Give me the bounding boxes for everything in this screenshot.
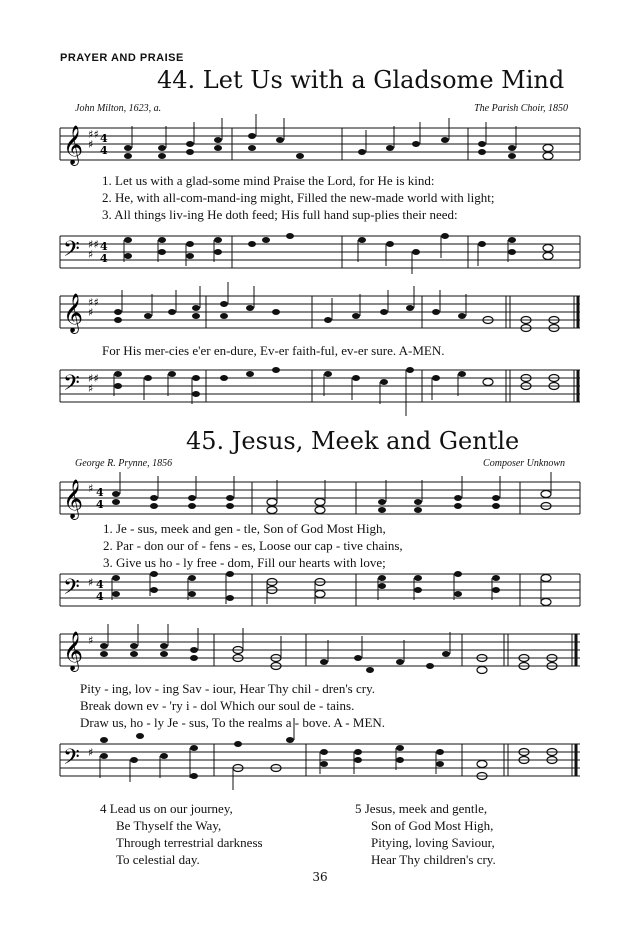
- svg-text:𝄞: 𝄞: [63, 293, 84, 333]
- svg-text:♯: ♯: [88, 138, 94, 151]
- svg-text:♯: ♯: [88, 482, 94, 495]
- svg-text:𝄢: 𝄢: [63, 237, 80, 267]
- svg-text:♯♯: ♯♯: [88, 372, 99, 385]
- svg-text:𝄞: 𝄞: [63, 631, 84, 671]
- hymn-45-line2-verse-1: Pity - ing, lov - ing Sav - iour, Hear Thy chil - dren's cry.: [80, 681, 375, 696]
- hymn-45-line2-verse-2: Break down ev - 'ry i - dol Which our soul de - tains.: [80, 698, 355, 713]
- svg-text:4: 4: [96, 578, 104, 591]
- svg-text:4: 4: [100, 144, 108, 157]
- svg-text:♯: ♯: [88, 306, 94, 319]
- stanza-4: [100, 800, 263, 868]
- hymn-44-refrain: For His mer-cies e'er en-dure, Ev-er faith-ful, ev-er sure. A-MEN.: [102, 343, 445, 358]
- hymn-44-verse-1: 1. Let us with a glad-some mind Praise the Lord, for He is kind:: [102, 173, 435, 188]
- hymn-44-music-credit: The Parish Choir, 1850: [474, 103, 568, 114]
- svg-text:4: 4: [96, 498, 104, 511]
- stanza-4-line: Be Thyself the Way,: [116, 818, 222, 833]
- svg-text:4: 4: [96, 486, 104, 499]
- svg-text:♯♯: ♯♯: [88, 238, 99, 251]
- svg-text:4: 4: [100, 132, 108, 145]
- page-number: 36: [312, 870, 328, 884]
- staff-45-2-bass: [0, 734, 640, 794]
- staff-44-1-bass: [0, 226, 640, 286]
- hymn-45-title: 45. Jesus, Meek and Gentle: [186, 427, 520, 455]
- stanza-5: [355, 800, 496, 868]
- hymn-45-line1-verse-2: 2. Par - don our of - fens - es, Loose our cap - tive chains,: [103, 538, 403, 553]
- stanza-5-line: 5 Jesus, meek and gentle,: [355, 801, 488, 816]
- staff-45-2-treble: [0, 624, 640, 684]
- stanza-4-line: 4 Lead us on our journey,: [100, 801, 233, 816]
- hymn-45-line1-verse-3: 3. Give us ho - ly free - dom, Fill our hearts with love;: [103, 555, 386, 570]
- svg-text:𝄞: 𝄞: [63, 125, 84, 165]
- stanza-5-line: Hear Thy children's cry.: [371, 852, 496, 867]
- hymn-44-title: 44. Let Us with a Gladsome Mind: [157, 66, 565, 94]
- svg-text:♯♯: ♯♯: [88, 296, 99, 309]
- svg-text:♯: ♯: [88, 382, 94, 395]
- svg-text:𝄢: 𝄢: [63, 575, 80, 605]
- hymn-45-music-credit: Composer Unknown: [483, 458, 565, 469]
- hymn-44-verse-2: 2. He, with all-com-mand-ing might, Filled the new-made world with light;: [102, 190, 495, 205]
- svg-text:𝄢: 𝄢: [63, 745, 80, 775]
- hymn-44-verse-3: 3. All things liv-ing He doth feed; His full hand sup-plies their need:: [102, 207, 458, 222]
- svg-text:4: 4: [100, 240, 108, 253]
- stanza-5-line: Pitying, loving Saviour,: [371, 835, 495, 850]
- svg-text:4: 4: [96, 590, 104, 603]
- svg-text:♯: ♯: [88, 634, 94, 647]
- stanza-4-line: Through terrestrial darkness: [116, 835, 263, 850]
- svg-text:4: 4: [100, 252, 108, 265]
- stanza-4-line: To celestial day.: [116, 852, 200, 867]
- section-label: PRAYER AND PRAISE: [60, 52, 184, 64]
- svg-text:𝄞: 𝄞: [63, 479, 84, 519]
- svg-text:♯♯: ♯♯: [88, 128, 99, 141]
- staff-44-2-bass: [0, 360, 640, 420]
- svg-text:𝄢: 𝄢: [63, 371, 80, 401]
- hymn-45-line2-verse-3: Draw us, ho - ly Je - sus, To the realms a - bove. A - MEN.: [80, 715, 386, 730]
- staff-45-1-bass: [0, 564, 640, 624]
- hymn-45-line1-verse-1: 1. Je - sus, meek and gen - tle, Son of God Most High,: [103, 521, 386, 536]
- stanza-5-line: Son of God Most High,: [371, 818, 494, 833]
- staff-44-2-treble: [0, 286, 640, 346]
- staff-44-1-treble: [0, 118, 640, 178]
- svg-text:♯: ♯: [88, 746, 94, 759]
- hymn-44-words-credit: John Milton, 1623, a.: [75, 103, 162, 114]
- svg-text:♯: ♯: [88, 576, 94, 589]
- svg-text:♯: ♯: [88, 248, 94, 261]
- hymn-45-words-credit: George R. Prynne, 1856: [75, 458, 173, 469]
